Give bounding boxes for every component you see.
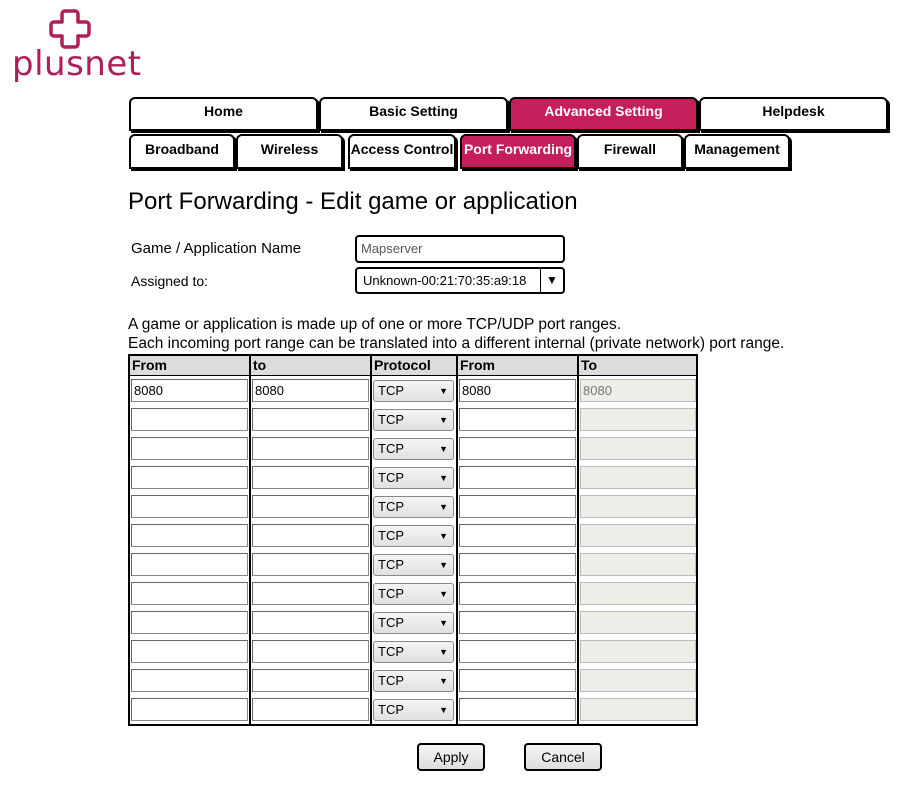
internal-to-input: [580, 524, 696, 547]
external-from-input[interactable]: [131, 466, 248, 489]
table-row: [130, 492, 696, 521]
protocol-value: TCP: [378, 498, 404, 514]
protocol-value: TCP: [378, 556, 404, 572]
internal-from-input[interactable]: 8080: [459, 379, 576, 402]
internal-from-input[interactable]: [459, 611, 576, 634]
internal-to-input: [580, 611, 696, 634]
external-to-input[interactable]: [252, 669, 369, 692]
tab-firewall[interactable]: [577, 134, 683, 169]
protocol-select[interactable]: [373, 380, 454, 402]
tab-wireless[interactable]: [236, 134, 343, 169]
external-from-input[interactable]: [131, 495, 248, 518]
tab-label: Helpdesk: [762, 103, 825, 119]
tab-label: Wireless: [260, 141, 319, 157]
protocol-select[interactable]: [373, 670, 454, 692]
internal-to-input: [580, 408, 696, 431]
internal-to-input: [580, 640, 696, 663]
protocol-value: TCP: [378, 701, 404, 717]
tab-label: Port Forwarding: [463, 141, 573, 157]
internal-to-input: [580, 698, 696, 721]
header-protocol: Protocol: [372, 356, 458, 375]
table-row: [130, 463, 696, 492]
protocol-select[interactable]: [373, 438, 454, 460]
brand-name: plusnet: [12, 44, 142, 84]
table-row: [130, 521, 696, 550]
table-row: [130, 666, 696, 695]
table-row: [130, 637, 696, 666]
chevron-down-icon: ▼: [439, 443, 448, 454]
chevron-down-icon: ▼: [439, 559, 448, 570]
external-from-input[interactable]: [131, 553, 248, 576]
internal-from-input[interactable]: [459, 698, 576, 721]
chevron-down-icon: ▼: [439, 414, 448, 425]
assigned-to-label: Assigned to:: [131, 273, 209, 289]
external-from-input[interactable]: [131, 408, 248, 431]
tab-label: Advanced Setting: [544, 103, 663, 119]
description-line-2: Each incoming port range can be translated into a different internal (private network) port range.: [128, 335, 785, 352]
table-row: [130, 608, 696, 637]
tab-management[interactable]: [684, 134, 790, 169]
internal-from-input[interactable]: [459, 669, 576, 692]
chevron-down-icon: ▼: [439, 530, 448, 541]
tab-home[interactable]: [129, 97, 318, 131]
protocol-select[interactable]: [373, 641, 454, 663]
external-from-input[interactable]: [131, 640, 248, 663]
internal-to-input: [580, 553, 696, 576]
external-to-input[interactable]: [252, 611, 369, 634]
chevron-down-icon: ▼: [439, 501, 448, 512]
internal-to-input: [580, 466, 696, 489]
chevron-down-icon: ▼: [439, 588, 448, 599]
tab-port-forwarding[interactable]: [460, 134, 576, 169]
internal-to-input: [580, 582, 696, 605]
tab-access-control[interactable]: [348, 134, 456, 169]
protocol-select[interactable]: [373, 612, 454, 634]
protocol-value: TCP: [378, 382, 404, 398]
external-to-input[interactable]: [252, 437, 369, 460]
dropdown-arrow-icon[interactable]: ▼: [540, 269, 563, 292]
internal-to-input: 8080: [580, 379, 696, 402]
external-from-input[interactable]: [131, 582, 248, 605]
tab-helpdesk[interactable]: [699, 97, 888, 131]
header-internal-to: To: [581, 357, 598, 373]
tab-advanced-setting[interactable]: [509, 97, 698, 131]
table-row: [130, 695, 696, 724]
port-range-table: [128, 354, 698, 726]
chevron-down-icon: ▼: [439, 646, 448, 657]
external-from-input[interactable]: [131, 524, 248, 547]
internal-from-input[interactable]: [459, 408, 576, 431]
external-from-input[interactable]: [131, 611, 248, 634]
tab-label: Home: [204, 103, 243, 119]
internal-from-input[interactable]: [459, 640, 576, 663]
protocol-value: TCP: [378, 469, 404, 485]
internal-to-input: [580, 669, 696, 692]
external-to-input[interactable]: [252, 495, 369, 518]
external-to-input[interactable]: [252, 582, 369, 605]
internal-from-input[interactable]: [459, 437, 576, 460]
protocol-select[interactable]: [373, 525, 454, 547]
external-to-input[interactable]: 8080: [252, 379, 369, 402]
table-row: [130, 550, 696, 579]
external-from-input[interactable]: 8080: [131, 379, 248, 402]
external-to-input[interactable]: [252, 640, 369, 663]
protocol-select[interactable]: [373, 554, 454, 576]
cancel-button[interactable]: Cancel: [524, 743, 602, 771]
protocol-value: TCP: [378, 643, 404, 659]
chevron-down-icon: ▼: [439, 617, 448, 628]
apply-button[interactable]: Apply: [417, 743, 485, 771]
table-row: [130, 579, 696, 608]
protocol-value: TCP: [378, 411, 404, 427]
protocol-select[interactable]: [373, 583, 454, 605]
internal-to-input: [580, 437, 696, 460]
table-row: [130, 405, 696, 434]
internal-from-input[interactable]: [459, 524, 576, 547]
external-to-input[interactable]: [252, 698, 369, 721]
internal-from-input[interactable]: [459, 582, 576, 605]
tab-label: Firewall: [603, 141, 657, 157]
internal-from-input[interactable]: [459, 553, 576, 576]
protocol-select[interactable]: [373, 699, 454, 721]
game-name-input[interactable]: Mapserver: [355, 235, 565, 263]
assigned-to-value: Unknown-00:21:70:35:a9:18: [363, 273, 527, 288]
protocol-value: TCP: [378, 440, 404, 456]
chevron-down-icon: ▼: [439, 675, 448, 686]
internal-from-input[interactable]: [459, 466, 576, 489]
tab-label: Broadband: [145, 141, 219, 157]
table-header: [130, 356, 696, 376]
header-internal-from: From: [458, 356, 579, 375]
tab-label: Access Control: [350, 141, 454, 157]
page-title: Port Forwarding - Edit game or application: [128, 188, 578, 215]
tab-label: Management: [694, 141, 780, 157]
tab-basic-setting[interactable]: [319, 97, 508, 131]
protocol-select[interactable]: [373, 467, 454, 489]
external-from-input[interactable]: [131, 437, 248, 460]
external-from-input[interactable]: [131, 698, 248, 721]
external-to-input[interactable]: [252, 553, 369, 576]
external-to-input[interactable]: [252, 466, 369, 489]
external-from-input[interactable]: [131, 669, 248, 692]
protocol-value: TCP: [378, 527, 404, 543]
chevron-down-icon: ▼: [439, 385, 448, 396]
table-row: [130, 434, 696, 463]
chevron-down-icon: ▼: [439, 472, 448, 483]
game-name-label: Game / Application Name: [131, 240, 302, 257]
internal-to-input: [580, 495, 696, 518]
protocol-value: TCP: [378, 585, 404, 601]
tab-broadband[interactable]: [129, 134, 235, 169]
header-external-from: From: [130, 356, 251, 375]
description: [128, 315, 784, 353]
chevron-down-icon: ▼: [439, 704, 448, 715]
protocol-select[interactable]: [373, 496, 454, 518]
tab-label: Basic Setting: [369, 103, 458, 119]
description-line-1: A game or application is made up of one or more TCP/UDP port ranges.: [128, 316, 622, 333]
external-to-input[interactable]: [252, 524, 369, 547]
header-external-to: to: [251, 356, 372, 375]
external-to-input[interactable]: [252, 408, 369, 431]
table-row: [130, 376, 696, 405]
internal-from-input[interactable]: [459, 495, 576, 518]
protocol-select[interactable]: [373, 409, 454, 431]
plusnet-logo: [4, 4, 142, 84]
protocol-value: TCP: [378, 672, 404, 688]
assigned-to-select[interactable]: [355, 267, 565, 294]
protocol-value: TCP: [378, 614, 404, 630]
